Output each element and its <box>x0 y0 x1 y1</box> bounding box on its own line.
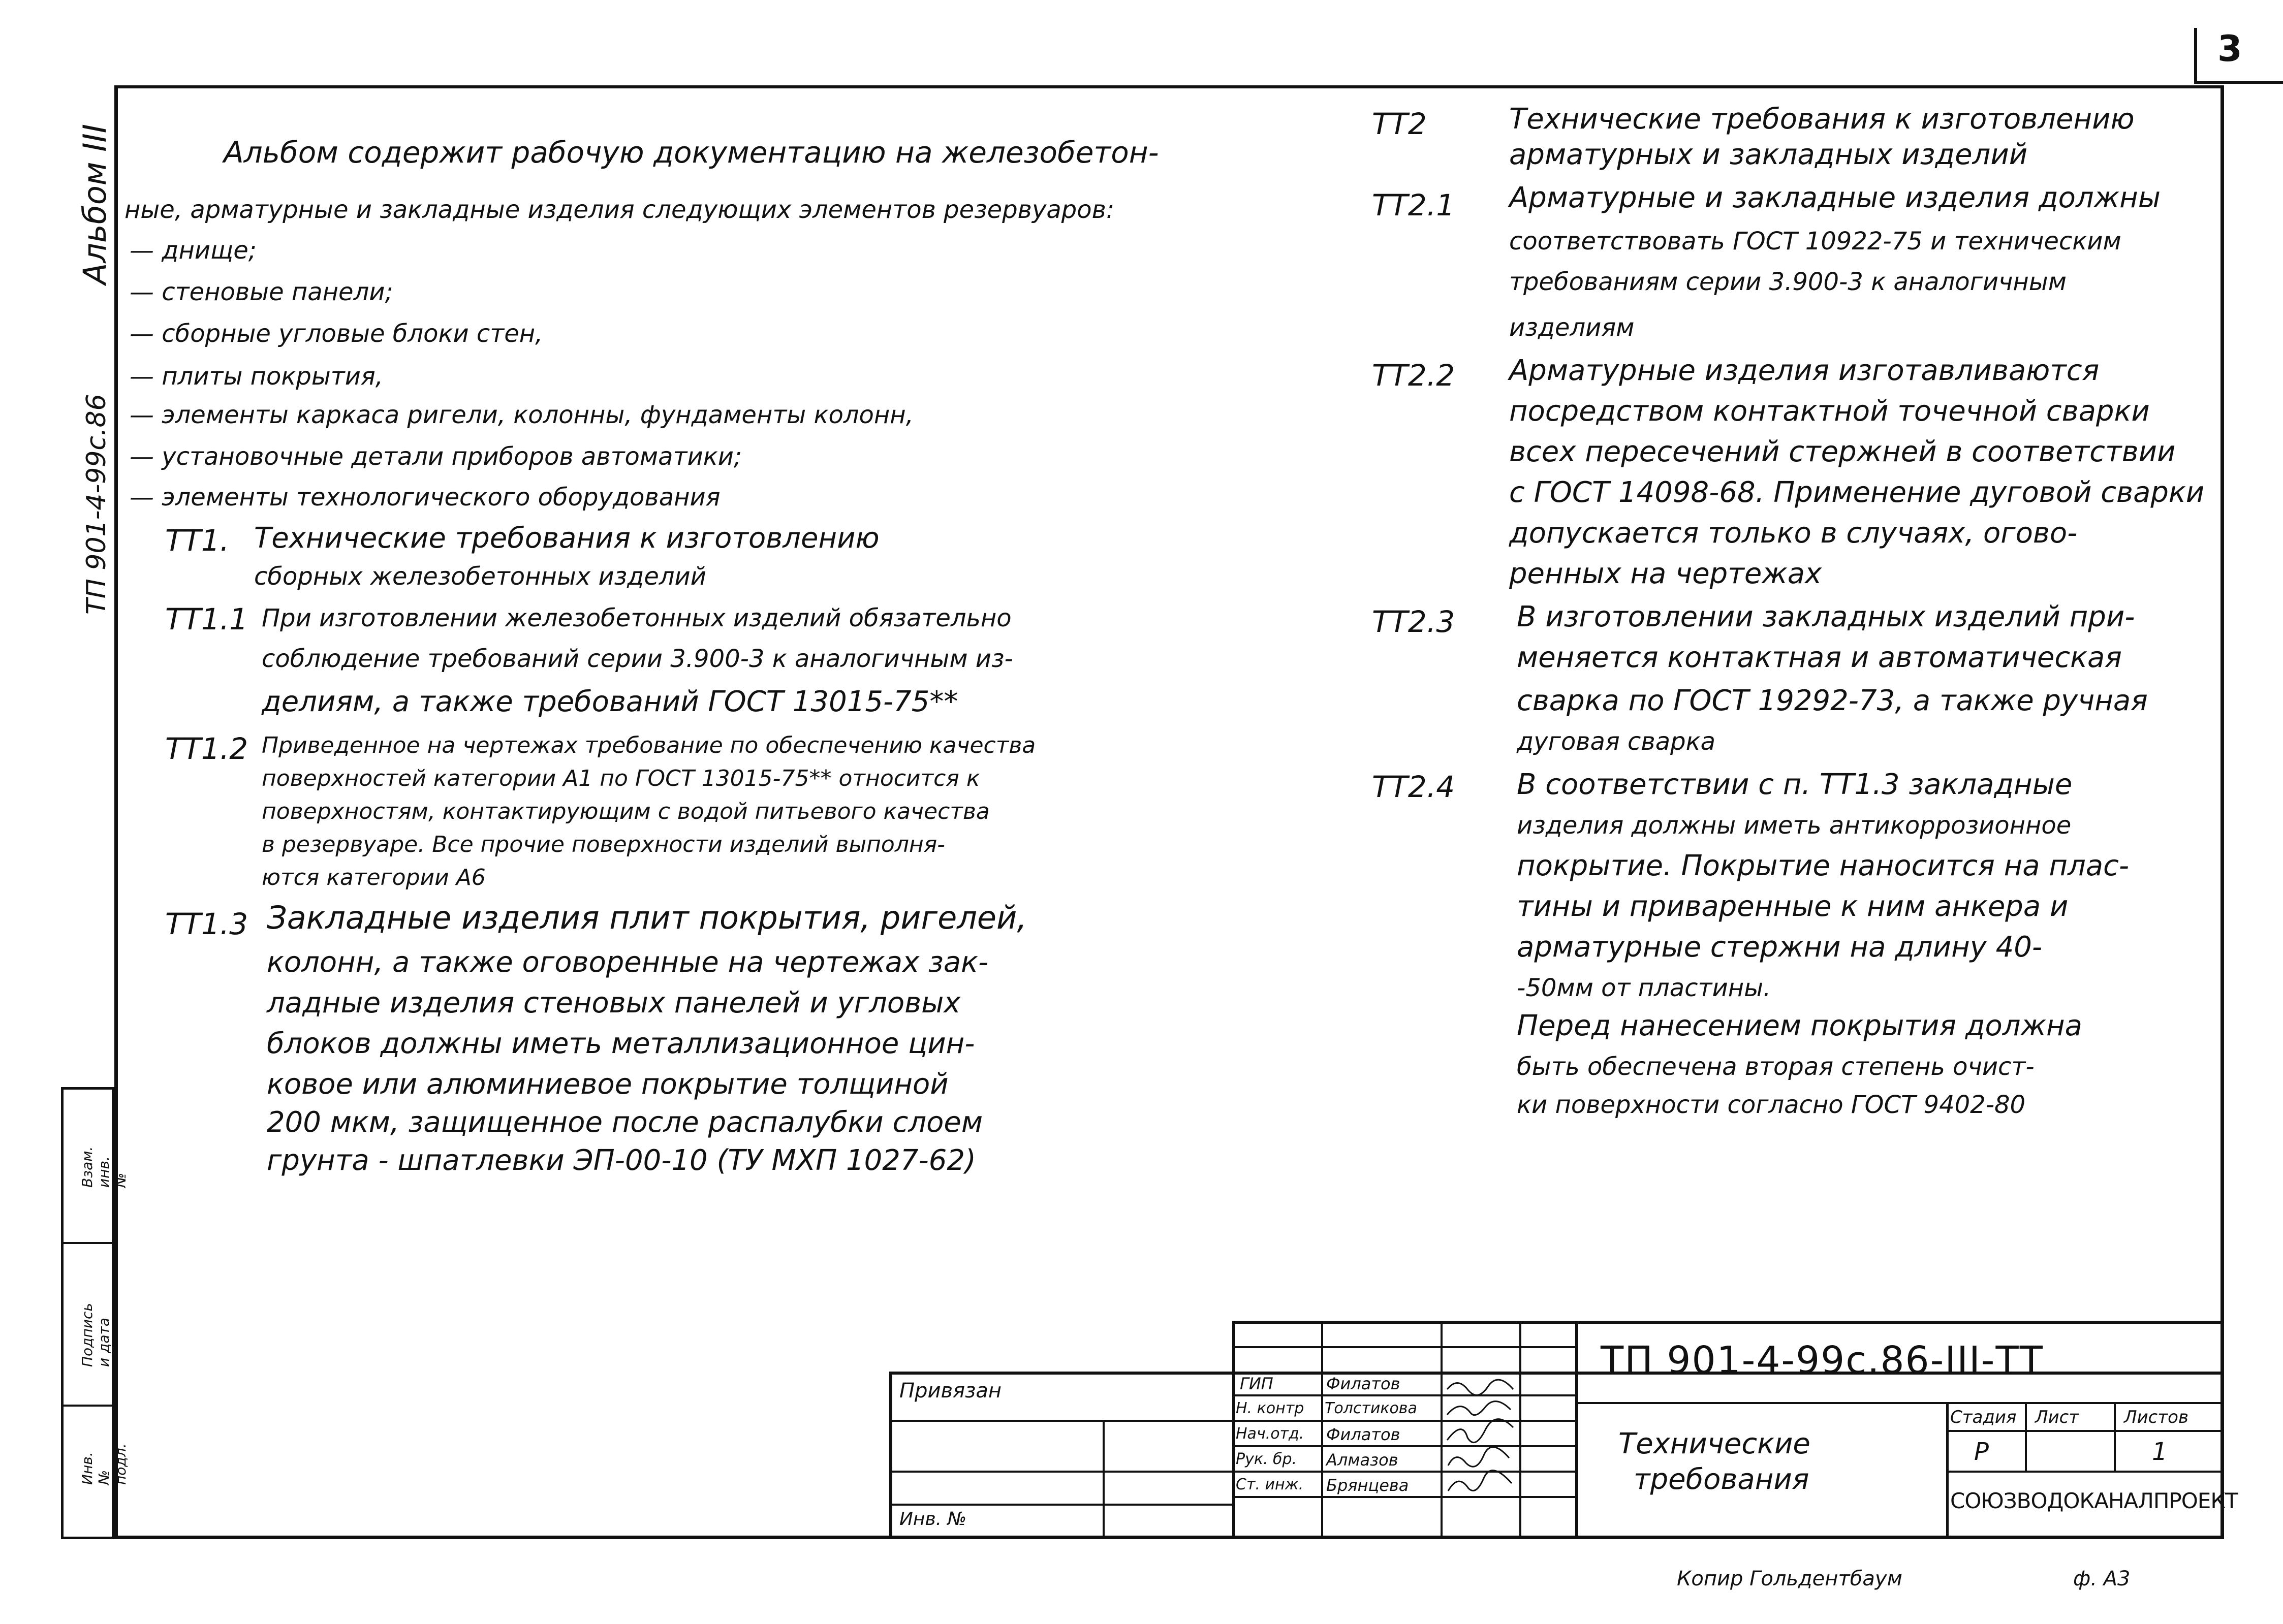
tt2-line: арматурных и закладных изделий <box>1509 138 2028 171</box>
tt2-3-line: сварка по ГОСТ 19292-73, а также ручная <box>1517 684 2148 717</box>
signature-marks <box>1443 1374 1517 1496</box>
tt1-2-line: в резервуаре. Все прочие поверхности изделий выполня- <box>262 832 946 857</box>
stamp-cell <box>64 1405 129 1539</box>
list-item: — плиты покрытия, <box>130 362 384 391</box>
name-label: Филатов <box>1326 1425 1400 1444</box>
list-item: — сборные угловые блоки стен, <box>130 320 543 348</box>
tt2-1-line: изделиям <box>1509 313 1635 342</box>
tt2-4-line: арматурные стержни на длину 40- <box>1517 931 2043 964</box>
side-album-label: Альбом III <box>76 123 113 284</box>
tt1-line: сборных железобетонных изделий <box>254 562 706 591</box>
list-item: — элементы технологического оборудования <box>130 483 721 512</box>
tt2-2-line: ренных на чертежах <box>1509 557 1822 590</box>
tt1-1-line: делиям, а также требований ГОСТ 13015-75** <box>262 685 958 718</box>
document-code: ТП 901-4-99с.86-III-ТТ <box>1601 1339 2044 1382</box>
role-label: Н. контр <box>1236 1399 1304 1417</box>
list-item: — днище; <box>130 236 257 265</box>
stamp-label: Подпись и дата <box>79 1303 112 1367</box>
tt1-1-label: ТТ1.1 <box>165 602 248 636</box>
tt2-4-line: изделия должны иметь антикоррозионное <box>1517 811 2072 840</box>
list-item: — установочные детали приборов автоматики; <box>130 442 742 471</box>
tt1-3-line: Закладные изделия плит покрытия, ригелей, <box>267 899 1027 936</box>
sheet-number: 3 <box>2217 28 2242 70</box>
tt2-1-line: требованиям серии 3.900-3 к аналогичным <box>1509 268 2067 296</box>
intro-line: ные, арматурные и закладные изделия следующих элементов резервуаров: <box>124 196 1115 224</box>
tt1-2-label: ТТ1.2 <box>165 731 248 766</box>
name-label: Филатов <box>1326 1374 1400 1393</box>
side-project-code: ТП 901-4-99с.86 <box>81 394 112 615</box>
name-label: Толстикова <box>1325 1399 1417 1417</box>
name-label: Брянцева <box>1326 1476 1409 1495</box>
stamp-cell <box>64 1242 112 1405</box>
tt1-3-line: грунта - шпатлевки ЭП-00-10 (ТУ МХП 1027-62) <box>267 1144 976 1177</box>
document-title: Технические <box>1618 1427 1810 1460</box>
sheet-header: Лист <box>2035 1407 2079 1427</box>
tt2-4-line: быть обеспечена вторая степень очист- <box>1517 1053 2035 1081</box>
stage-value: Р <box>1974 1438 1989 1466</box>
tt2-3-line: В изготовлении закладных изделий при- <box>1517 600 2135 633</box>
tt1-3-label: ТТ1.3 <box>165 907 248 941</box>
tt1-3-line: блоков должны иметь металлизационное цин- <box>267 1027 975 1060</box>
tt1-3-line: ковое или алюминиевое покрытие толщиной <box>267 1068 949 1101</box>
tt1-2-line: ются категории А6 <box>262 865 486 890</box>
tt2-label: ТТ2 <box>1372 107 1427 141</box>
tt2-4-line: покрытие. Покрытие наносится на плас- <box>1517 849 2130 882</box>
tt1-2-line: Приведенное на чертежах требование по обеспечению качества <box>262 733 1036 758</box>
tt2-4-line: тины и приваренные к ним анкера и <box>1517 890 2069 923</box>
tt1-3-line: колонн, а также оговоренные на чертежах зак- <box>267 946 989 979</box>
stamp-label: Инв. № подл. <box>79 1443 129 1485</box>
organization: СОЮЗВОДОКАНАЛПРОЕКТ <box>1950 1488 2238 1513</box>
tt2-4-line: В соответствии с п. ТТ1.3 закладные <box>1517 768 2073 801</box>
inv-label: Инв. № <box>899 1509 967 1530</box>
tt1-2-line: поверхностей категории А1 по ГОСТ 13015-75** относится к <box>262 766 980 791</box>
stamp-column <box>61 1087 129 1539</box>
document-title: требования <box>1634 1463 1809 1496</box>
tt2-2-line: Арматурные изделия изготавливаются <box>1509 354 2100 387</box>
stage-header: Стадия <box>1950 1407 2017 1427</box>
role-label: ГИП <box>1240 1374 1273 1393</box>
tt1-3-line: 200 мкм, защищенное после распалубки слоем <box>267 1106 983 1139</box>
role-label: Рук. бр. <box>1236 1450 1297 1468</box>
stamp-cell <box>64 1090 129 1242</box>
tt1-3-line: ладные изделия стеновых панелей и угловых <box>267 986 961 1020</box>
tt1-line: Технические требования к изготовлению <box>254 522 880 555</box>
stamp-label: Взам. инв. № <box>79 1146 129 1188</box>
tt2-3-line: дуговая сварка <box>1517 727 1715 756</box>
sheet-value: 1 <box>2152 1438 2168 1466</box>
role-label: Ст. инж. <box>1236 1476 1304 1493</box>
intro-line: Альбом содержит рабочую документацию на железобетон- <box>224 135 1159 170</box>
tt2-3-line: меняется контактная и автоматическая <box>1517 641 2122 674</box>
list-item: — элементы каркаса ригели, колонны, фундаменты колонн, <box>130 401 914 429</box>
sheet-number-box <box>2194 28 2283 84</box>
copier-note: Копир Гольдентбаум <box>1677 1567 1902 1590</box>
tt2-4-line: ки поверхности согласно ГОСТ 9402-80 <box>1517 1091 2026 1119</box>
format-note: ф. А3 <box>2073 1567 2131 1590</box>
tt2-1-line: Арматурные и закладные изделия должны <box>1509 181 2161 214</box>
tt2-1-line: соответствовать ГОСТ 10922-75 и техническим <box>1509 227 2121 256</box>
tt2-4-label: ТТ2.4 <box>1372 770 1455 804</box>
sheets-header: Листов <box>2124 1407 2189 1427</box>
role-label: Нач.отд. <box>1236 1425 1304 1443</box>
tt2-2-line: всех пересечений стержней в соответствии <box>1509 435 2176 468</box>
tt1-1-line: соблюдение требований серии 3.900-3 к аналогичным из- <box>262 645 1013 673</box>
tt2-2-label: ТТ2.2 <box>1372 358 1455 393</box>
tt1-2-line: поверхностям, контактирующим с водой питьевого качества <box>262 799 990 824</box>
tt2-2-line: допускается только в случаях, огово- <box>1509 517 2078 550</box>
tt1-label: ТТ1. <box>165 523 230 558</box>
tt2-4-line: -50мм от пластины. <box>1517 974 1771 1002</box>
tt2-4-line: Перед нанесением покрытия должна <box>1517 1009 2082 1042</box>
tt2-line: Технические требования к изготовлению <box>1509 103 2135 136</box>
tt2-3-label: ТТ2.3 <box>1372 604 1455 639</box>
list-item: — стеновые панели; <box>130 278 393 306</box>
tt2-2-line: посредством контактной точечной сварки <box>1509 395 2150 428</box>
tt1-1-line: При изготовлении железобетонных изделий обязательно <box>262 604 1012 632</box>
tt2-1-label: ТТ2.1 <box>1372 188 1455 222</box>
tt2-2-line: с ГОСТ 14098-68. Применение дуговой сварки <box>1509 476 2205 509</box>
privyazan-label: Привязан <box>899 1379 1002 1403</box>
name-label: Алмазов <box>1326 1450 1398 1470</box>
